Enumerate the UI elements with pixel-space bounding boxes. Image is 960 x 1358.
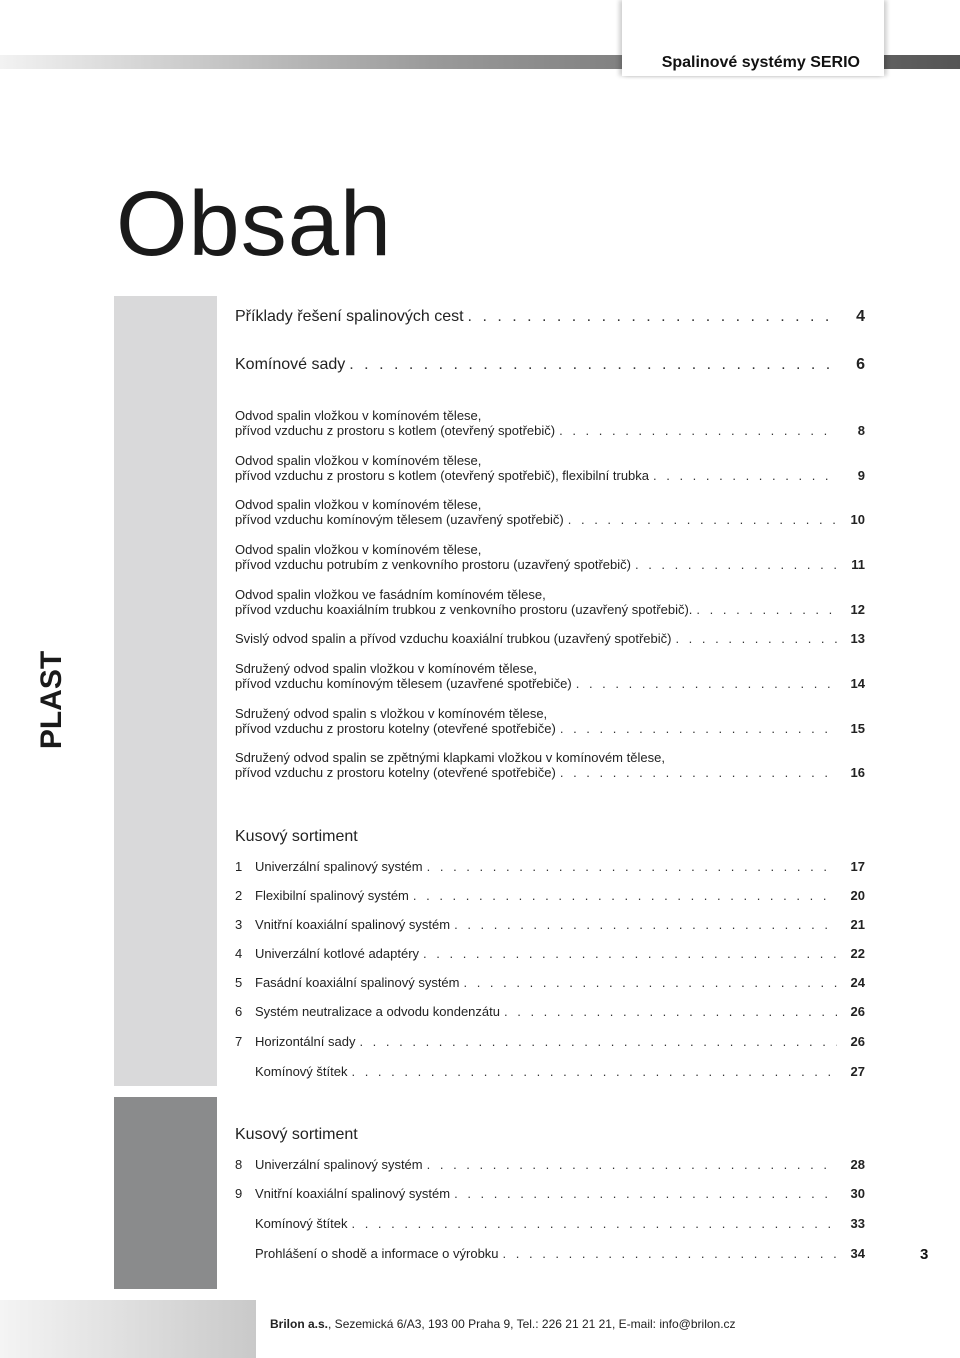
toc-entry-label: Univerzální kotlové adaptéry	[255, 946, 420, 961]
toc-page-number: 16	[850, 765, 865, 780]
toc-entry[interactable]	[235, 587, 865, 617]
toc-page-number: 22	[850, 946, 865, 961]
toc-entry-line: Sdružený odvod spalin se zpětnými klapkami vložkou v komínovém tělese,	[235, 750, 665, 765]
toc-page-number: 34	[850, 1246, 865, 1261]
toc-leader-dots	[504, 1004, 837, 1019]
toc-entry-last-line	[235, 1246, 865, 1261]
toc-entry-last-line	[235, 946, 865, 961]
toc-page-number: 20	[850, 888, 865, 903]
toc-entry-label: Vnitřní koaxiální spalinový systém	[255, 1186, 451, 1201]
toc-entry[interactable]	[235, 1064, 865, 1079]
toc-leader-dots	[675, 631, 837, 646]
toc-entry-label: Horizontální sady	[255, 1034, 356, 1049]
toc-entry-label: Svislý odvod spalin a přívod vzduchu koaxiální trubkou (uzavřený spotřebič)	[235, 631, 672, 646]
toc-entry-label: Systém neutralizace a odvodu kondenzátu	[255, 1004, 500, 1019]
toc-leader-dots	[559, 423, 837, 438]
sidebar-plast	[114, 296, 217, 1086]
section-heading-plast-sortiment: Kusový sortiment	[235, 828, 358, 845]
toc-leader-dots	[359, 1034, 837, 1049]
toc-entry[interactable]	[235, 661, 865, 691]
footer-gradient-bar	[0, 1300, 256, 1358]
toc-entry-last-line	[235, 468, 865, 483]
toc-leader-dots	[454, 917, 837, 932]
toc-page-number: 24	[850, 975, 865, 990]
toc-entry[interactable]	[235, 1034, 865, 1049]
toc-entry[interactable]	[235, 706, 865, 736]
toc-entry-line: Odvod spalin vložkou ve fasádním komínovém tělese,	[235, 587, 546, 602]
toc-entry[interactable]	[235, 408, 865, 438]
footer-contact	[270, 1317, 736, 1331]
toc-entry-label: Komínový štítek	[255, 1064, 348, 1079]
toc-page-number: 4	[856, 308, 865, 325]
toc-entry[interactable]	[235, 975, 865, 990]
sidebar-plast-label: PLAST	[35, 650, 68, 750]
toc-leader-dots	[576, 676, 837, 691]
toc-entry-number: 8	[235, 1157, 243, 1172]
toc-entry-last-line	[235, 631, 865, 646]
toc-entry-label: Komínové sady	[235, 356, 346, 373]
toc-entry-number: 7	[235, 1034, 243, 1049]
toc-page-number: 8	[857, 423, 865, 438]
toc-entry[interactable]	[235, 750, 865, 780]
toc-page-number: 13	[850, 631, 865, 646]
toc-entry-last-line	[235, 512, 865, 527]
toc-entry-last-line	[235, 1186, 865, 1201]
header-title: Spalinové systémy SERIO	[661, 54, 860, 71]
toc-entry[interactable]	[235, 1186, 865, 1201]
toc-page-number: 21	[850, 917, 865, 932]
toc-entry-label: Univerzální spalinový systém	[255, 859, 423, 874]
toc-entry-label: přívod vzduchu z prostoru s kotlem (otevřený spotřebič)	[235, 423, 556, 438]
toc-entry-label: přívod vzduchu z prostoru kotelny (otevřené spotřebiče)	[235, 765, 556, 780]
toc-entry-label: přívod vzduchu z prostoru s kotlem (otevřený spotřebič), flexibilní trubka	[235, 468, 650, 483]
toc-entry[interactable]	[235, 1246, 865, 1261]
toc-entry-label: Prohlášení o shodě a informace o výrobku	[255, 1246, 499, 1261]
toc-entry-last-line	[235, 765, 865, 780]
toc-leader-dots	[413, 888, 837, 903]
toc-leader-dots	[560, 721, 837, 736]
toc-entry-label: Fasádní koaxiální spalinový systém	[255, 975, 460, 990]
toc-entry-last-line	[235, 557, 865, 572]
toc-entry-line: Odvod spalin vložkou v komínovém tělese,	[235, 497, 482, 512]
toc-entry[interactable]	[235, 946, 865, 961]
toc-entry[interactable]	[235, 1157, 865, 1172]
sidebar-hlinik	[114, 1097, 217, 1289]
toc-leader-dots	[560, 765, 837, 780]
toc-entry-number: 3	[235, 917, 243, 932]
toc-entry[interactable]	[235, 917, 865, 932]
toc-entry-last-line	[235, 308, 865, 326]
toc-entry[interactable]	[235, 1004, 865, 1019]
footer-company: Brilon a.s.	[270, 1317, 329, 1331]
toc-page-number: 30	[850, 1186, 865, 1201]
toc-entry-last-line	[235, 1034, 865, 1049]
toc-leader-dots	[635, 557, 837, 572]
toc-page-number: 28	[850, 1157, 865, 1172]
toc-entry-label: Příklady řešení spalinových cest	[235, 308, 464, 325]
toc-entry-label: přívod vzduchu komínovým tělesem (uzavřený spotřebič)	[235, 512, 564, 527]
toc-page-number: 27	[850, 1064, 865, 1079]
toc-entry-number: 4	[235, 946, 243, 961]
toc-entry-line: Odvod spalin vložkou v komínovém tělese,	[235, 542, 482, 557]
toc-entry-last-line	[235, 423, 865, 438]
toc-entry-label: Komínový štítek	[255, 1216, 348, 1231]
toc-page-number: 6	[856, 356, 865, 373]
toc-entry[interactable]	[235, 888, 865, 903]
toc-leader-dots	[349, 356, 837, 374]
toc-entry-label: přívod vzduchu potrubím z venkovního prostoru (uzavřený spotřebič)	[235, 557, 631, 572]
toc-entry[interactable]	[235, 631, 865, 646]
toc-entry[interactable]	[235, 453, 865, 483]
toc-entry-label: přívod vzduchu z prostoru kotelny (otevřené spotřebiče)	[235, 721, 556, 736]
toc-entry-number: 6	[235, 1004, 243, 1019]
toc-entry-line: Odvod spalin vložkou v komínovém tělese,	[235, 408, 482, 423]
toc-leader-dots	[468, 308, 837, 326]
toc-entry[interactable]	[235, 356, 865, 374]
toc-entry-last-line	[235, 1216, 865, 1231]
toc-leader-dots	[696, 602, 837, 617]
toc-entry[interactable]	[235, 497, 865, 527]
toc-page-number: 12	[850, 602, 865, 617]
toc-page-number: 33	[850, 1216, 865, 1231]
toc-entry-last-line	[235, 859, 865, 874]
toc-leader-dots	[454, 1186, 837, 1201]
toc-entry[interactable]	[235, 1216, 865, 1231]
toc-entry[interactable]	[235, 542, 865, 572]
toc-entry-last-line	[235, 356, 865, 374]
toc-entry-number: 5	[235, 975, 243, 990]
sidebar-hlinik-label: HLINÍK	[37, 1140, 70, 1240]
toc-entry-line: Sdružený odvod spalin vložkou v komínovém tělese,	[235, 661, 538, 676]
toc-leader-dots	[568, 512, 837, 527]
toc-entry-number: 2	[235, 888, 243, 903]
toc-entry-label: Vnitřní koaxiální spalinový systém	[255, 917, 451, 932]
toc-entry-label: Univerzální spalinový systém	[255, 1157, 423, 1172]
toc-entry-last-line	[235, 888, 865, 903]
toc-entry-last-line	[235, 721, 865, 736]
footer-address: , Sezemická 6/A3, 193 00 Praha 9, Tel.: 226 21 21 21, E-mail: info@brilon.cz	[328, 1317, 736, 1331]
toc-entry[interactable]	[235, 859, 865, 874]
toc-page-number: 15	[850, 721, 865, 736]
toc-entry-label: Flexibilní spalinový systém	[255, 888, 409, 903]
toc-leader-dots	[653, 468, 837, 483]
toc-entry-last-line	[235, 1064, 865, 1079]
toc-page-number: 10	[850, 512, 865, 527]
section-heading-hlinik-sortiment: Kusový sortiment	[235, 1126, 358, 1143]
toc-entry-label: přívod vzduchu koaxiálním trubkou z venkovního prostoru (uzavřený spotřebič).	[235, 602, 693, 617]
toc-leader-dots	[423, 946, 837, 961]
toc-page-number: 14	[850, 676, 865, 691]
toc-entry-line: Odvod spalin vložkou v komínovém tělese,	[235, 453, 482, 468]
toc-leader-dots	[463, 975, 837, 990]
toc-leader-dots	[503, 1246, 837, 1261]
toc-entry[interactable]	[235, 308, 865, 326]
toc-page-number: 17	[850, 859, 865, 874]
toc-page-number: 26	[850, 1004, 865, 1019]
toc-leader-dots	[351, 1064, 837, 1079]
toc-page-number: 26	[850, 1034, 865, 1049]
toc-leader-dots	[351, 1216, 837, 1231]
toc-entry-last-line	[235, 602, 865, 617]
toc-entry-last-line	[235, 975, 865, 990]
toc-entry-last-line	[235, 1157, 865, 1172]
toc-leader-dots	[427, 1157, 837, 1172]
toc-entry-label: přívod vzduchu komínovým tělesem (uzavřené spotřebiče)	[235, 676, 572, 691]
toc-page-number: 9	[857, 468, 865, 483]
toc-entry-last-line	[235, 1004, 865, 1019]
toc-entry-number: 1	[235, 859, 243, 874]
toc-entry-number: 9	[235, 1186, 243, 1201]
toc-entry-line: Sdružený odvod spalin s vložkou v komínovém tělese,	[235, 706, 548, 721]
toc-page-number: 11	[851, 557, 865, 572]
page-number: 3	[920, 1246, 929, 1263]
toc-entry-last-line	[235, 676, 865, 691]
toc-leader-dots	[427, 859, 837, 874]
page-title: Obsah	[116, 173, 393, 275]
toc-entry-last-line	[235, 917, 865, 932]
